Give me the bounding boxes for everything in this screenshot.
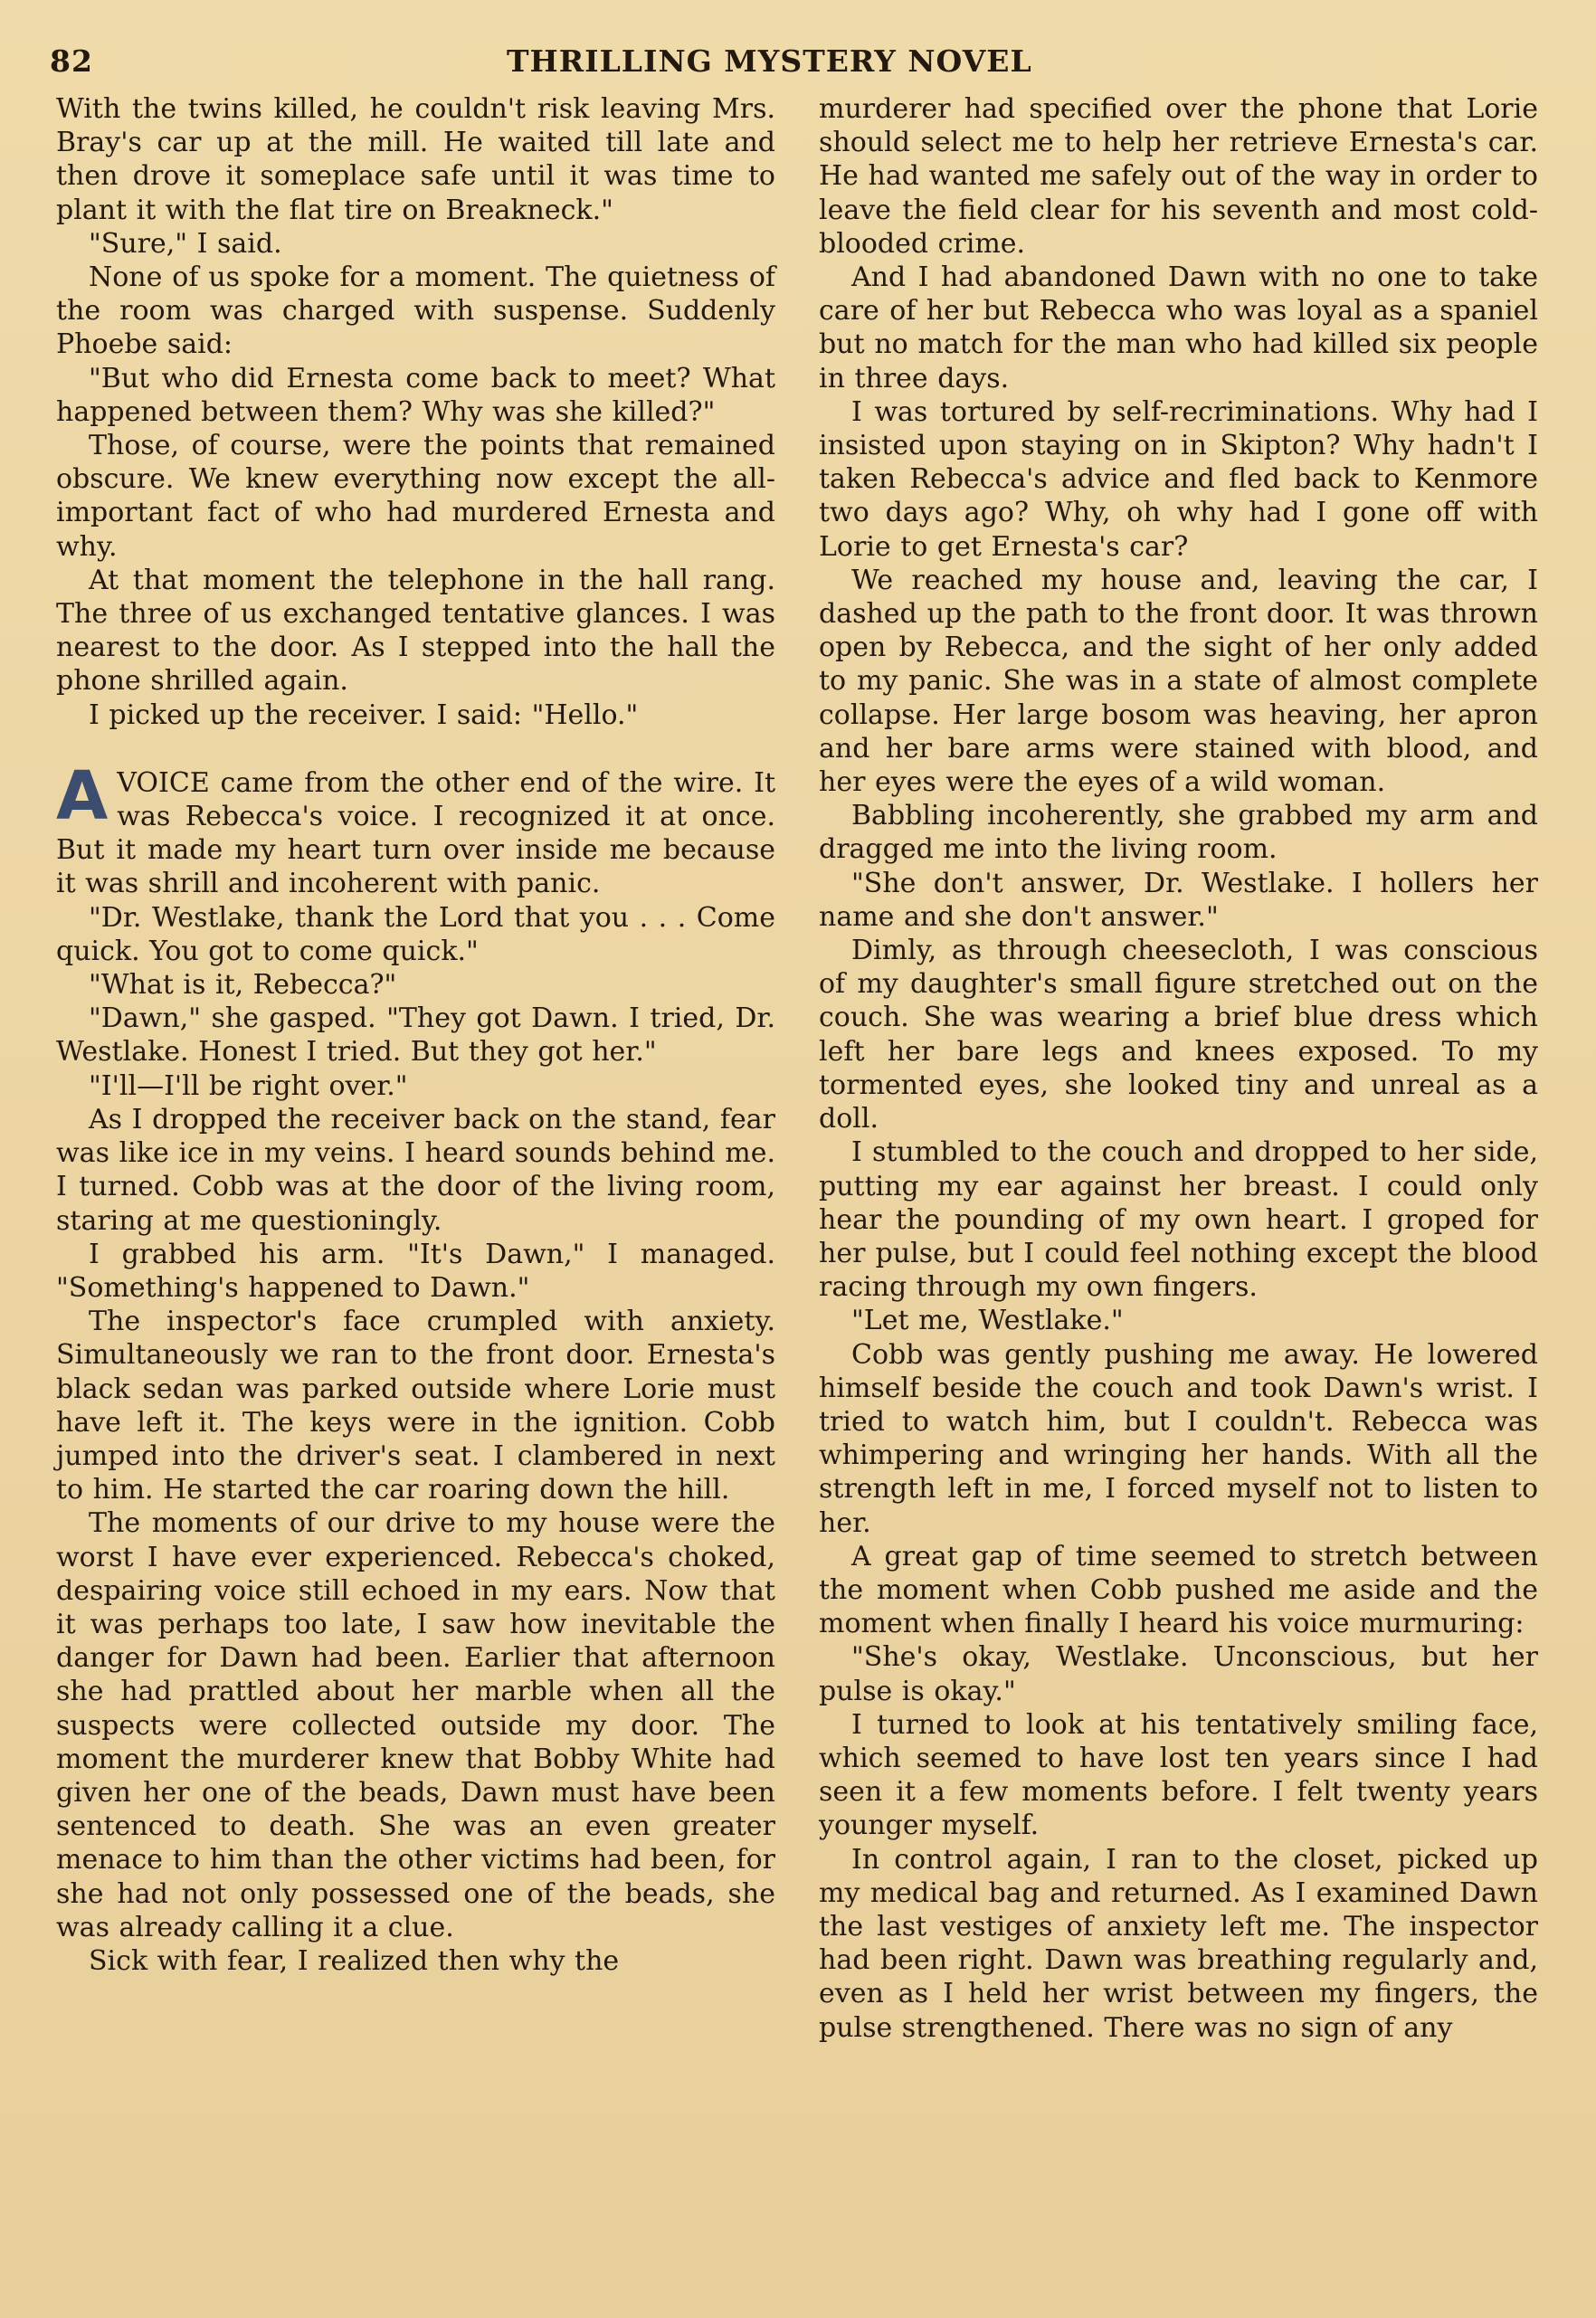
paragraph: None of us spoke for a moment. The quietness of the room was charged with suspense. Suddenly Phoebe said:: [56, 261, 775, 361]
left-column: [56, 92, 775, 1978]
paragraph: Dimly, as through cheesecloth, I was conscious of my daughter's small figure stretched out on the couch. She was wearing a brief blue dress which left her bare legs and knees exposed. To my tormented eyes, she looked tiny and unreal as a doll.: [819, 935, 1538, 1135]
paragraph: The inspector's face crumpled with anxiety. Simultaneously we ran to the front door. Ernesta's black sedan was parked outside where Lorie must have left it. The keys were in the ignition. Cobb jumped into the driver's seat. I clambered in next to him. He started the car roaring down the hill.: [56, 1306, 775, 1506]
dropcap-paragraph: [56, 756, 775, 901]
paragraph: The moments of our drive to my house were the worst I have ever experienced. Rebecca's choked, despairing voice still echoed in my ears. Now that it was perhaps too late, I saw how inevitable the danger for Dawn had been. Earlier that afternoon she had prattled about her marble when all the suspects were collected outside my door. The moment the murderer knew that Bobby White had given her one of the beads, Dawn must have been sentenced to death. She was an even greater menace to him than the other victims had been, for she had not only possessed one of the beads, she was already calling it a clue.: [56, 1507, 775, 1943]
paragraph: I stumbled to the couch and dropped to her side, putting my ear against her breast. I could only hear the pounding of my own heart. I groped for her pulse, but I could feel nothing except the blood racing through my own fingers.: [819, 1136, 1538, 1304]
paragraph: Those, of course, were the points that remained obscure. We knew everything now except the all-important fact of who had murdered Ernesta and why.: [56, 430, 775, 563]
section-break: [56, 732, 775, 766]
paragraph: I picked up the receiver. I said: "Hello.": [89, 698, 639, 731]
right-column: [819, 92, 1538, 2045]
paragraph: We reached my house and, leaving the car, I dashed up the path to the front door. It was thrown open by Rebecca, and the sight of her only added to my panic. She was in a state of almost complete collapse. Her large bosom was heaving, her apron and her bare arms were stained with blood, and her eyes were the eyes of a wild woman.: [819, 564, 1538, 799]
paragraph: "But who did Ernesta come back to meet? What happened between them? Why was she killed?": [56, 362, 775, 428]
paragraph: With the twins killed, he couldn't risk leaving Mrs. Bray's car up at the mill. He waited till late and then drove it someplace safe until it was time to plant it with the flat tire on Breakneck.": [56, 93, 775, 226]
running-title: THRILLING MYSTERY NOVEL: [507, 43, 1032, 79]
page-number: 82: [50, 43, 93, 79]
paragraph: In control again, I ran to the closet, picked up my medical bag and returned. As I examined Dawn the last vestiges of anxiety left me. The inspector had been right. Dawn was breathing regularly and, even as I held her wrist between my fingers, the pulse strengthened. There was no sign of any: [819, 1843, 1538, 2044]
paragraph: I turned to look at his tentatively smiling face, which seemed to have lost ten years since I had seen it a few moments before. I felt twenty years younger myself.: [819, 1708, 1538, 1842]
paragraph: A great gap of time seemed to stretch between the moment when Cobb pushed me aside and the moment when finally I heard his voice murmuring:: [819, 1540, 1538, 1640]
drop-cap-letter: A: [56, 756, 109, 835]
paragraph: As I dropped the receiver back on the stand, fear was like ice in my veins. I heard sounds behind me. I turned. Cobb was at the door of the living room, staring at me questioningly.: [56, 1103, 775, 1237]
paragraph: "Sure," I said.: [89, 227, 282, 260]
paragraph: At that moment the telephone in the hall rang. The three of us exchanged tentative glances. I was nearest to the door. As I stepped into the hall the phone shrilled again.: [56, 564, 775, 698]
paragraph: Sick with fear, I realized then why the: [89, 1944, 620, 1977]
paragraph: "Dr. Westlake, thank the Lord that you . . . Come quick. You got to come quick.": [56, 901, 775, 967]
paragraph: I was tortured by self-recriminations. Why had I insisted upon staying on in Skipton? Why hadn't I taken Rebecca's advice and fled back to Kenmore two days ago? Why, oh why had I gone off with Lorie to get Ernesta's car?: [819, 395, 1538, 563]
paragraph: Cobb was gently pushing me away. He lowered himself beside the couch and took Dawn's wrist. I tried to watch him, but I couldn't. Rebecca was whimpering and wringing her hands. With all the strength left in me, I forced myself not to listen to her.: [819, 1338, 1538, 1539]
paragraph: And I had abandoned Dawn with no one to take care of her but Rebecca who was loyal as a spaniel but no match for the man who had killed six people in three days.: [819, 261, 1538, 394]
paragraph: "Dawn," she gasped. "They got Dawn. I tried, Dr. Westlake. Honest I tried. But they got her.": [56, 1002, 775, 1069]
paragraph: "Let me, Westlake.": [851, 1305, 1124, 1337]
paragraph: Babbling incoherently, she grabbed my arm and dragged me into the living room.: [819, 800, 1538, 866]
paragraph: "I'll—I'll be right over.": [89, 1069, 408, 1102]
paragraph: I grabbed his arm. "It's Dawn," I managed. "Something's happened to Dawn.": [56, 1238, 775, 1304]
paragraph: "What is it, Rebecca?": [89, 969, 397, 1002]
dropcap-paragraph-text: VOICE came from the other end of the wire. It was Rebecca's voice. I recognized it at once. But it made my heart turn over inside me because it was shrill and incoherent with panic.: [56, 766, 775, 900]
paragraph: "She don't answer, Dr. Westlake. I hollers her name and she don't answer.": [819, 867, 1538, 933]
paragraph: murderer had specified over the phone that Lorie should select me to help her retrieve Ernesta's car. He had wanted me safely out of the way in order to leave the field clear for his seventh and most cold-blooded crime.: [819, 93, 1538, 260]
paragraph: "She's okay, Westlake. Unconscious, but her pulse is okay.": [819, 1641, 1538, 1707]
page-header: [50, 43, 1534, 85]
